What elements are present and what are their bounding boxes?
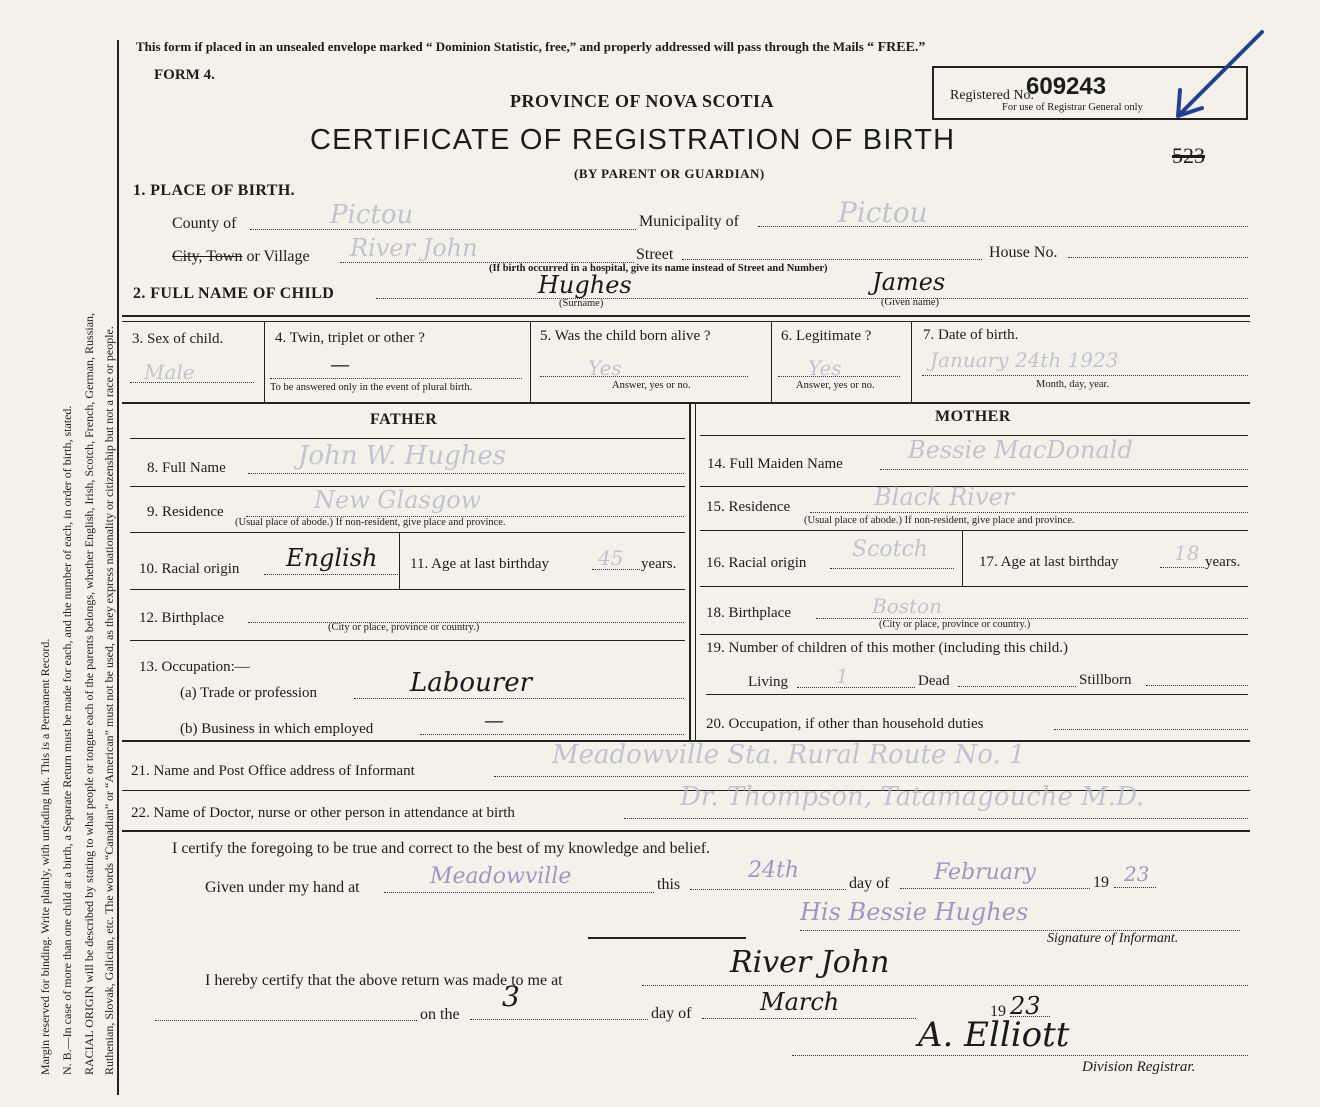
mother-residence-note: (Usual place of abode.) If non-resident, give place and province.	[804, 515, 1075, 526]
twin-value: —	[330, 352, 350, 376]
attendant-label: 22. Name of Doctor, nurse or other person in attendance at birth	[131, 805, 515, 821]
city-value: River John	[350, 234, 478, 262]
margin-note-nationality: Ruthenian, Slovak, Galician, etc. The words “Canadian” or “American” must not be used, as they express nationality or citizenship but not a race or people.	[102, 326, 116, 1075]
given-place-value: Meadowville	[430, 864, 572, 889]
mother-birthplace-value: Boston	[872, 594, 942, 618]
mother-birthplace-label: 18. Birthplace	[706, 605, 791, 621]
registrar-day-of-label: day of	[651, 1005, 692, 1022]
municipality-value: Pictou	[838, 196, 928, 229]
living-label: Living	[748, 674, 788, 690]
father-occupation-label: 13. Occupation:—	[139, 659, 250, 675]
mother-birthplace-note: (City or place, province or country.)	[879, 619, 1031, 630]
mother-name-value: Bessie MacDonald	[908, 436, 1133, 464]
day-of-label: day of	[849, 875, 890, 892]
child-name-label: 2. FULL NAME OF CHILD	[133, 285, 335, 302]
father-racial-value: English	[286, 544, 378, 572]
alive-label: 5. Was the child born alive ?	[540, 328, 711, 344]
mother-residence-value: Black River	[874, 483, 1015, 511]
registrar-general-note: For use of Registrar General only	[1002, 102, 1143, 113]
registrar-year-value: 23	[1010, 992, 1041, 1020]
registrar-day-value: 3	[502, 980, 520, 1013]
father-birthplace-label: 12. Birthplace	[139, 610, 224, 626]
province-heading: PROVINCE OF NOVA SCOTIA	[510, 91, 775, 111]
street-label: Street	[636, 246, 674, 263]
place-of-birth-heading: 1. PLACE OF BIRTH.	[133, 182, 296, 199]
mother-occupation-label: 20. Occupation, if other than household duties	[706, 716, 984, 732]
form-number: FORM 4.	[154, 67, 215, 83]
county-value: Pictou	[330, 200, 414, 230]
date-of-birth-label: 7. Date of birth.	[923, 327, 1019, 343]
legitimate-value: Yes	[808, 356, 842, 380]
father-name-value: John W. Hughes	[298, 441, 507, 471]
father-age-unit: years.	[641, 556, 677, 572]
registrar-year-prefix: 19	[990, 1003, 1006, 1020]
father-trade-value: Labourer	[410, 668, 533, 698]
margin-note-binding: Margin reserved for binding. Write plainly, with unfading ink. This is a Permanent Record.	[38, 638, 52, 1075]
mother-name-label: 14. Full Maiden Name	[707, 456, 843, 472]
father-business-label: (b) Business in which employed	[180, 721, 374, 737]
twin-note: To be answered only in the event of plural birth.	[270, 382, 473, 393]
father-residence-label: 9. Residence	[147, 504, 224, 520]
certification-year-value: 23	[1124, 862, 1150, 886]
sex-label: 3. Sex of child.	[132, 331, 224, 347]
father-racial-label: 10. Racial origin	[139, 561, 240, 577]
legitimate-label: 6. Legitimate ?	[781, 328, 872, 344]
father-heading: FATHER	[370, 411, 438, 428]
county-label: County of	[172, 215, 237, 232]
registrar-signature: A. Elliott	[918, 1015, 1070, 1055]
child-surname: Hughes	[538, 271, 632, 299]
registration-number: 609243	[1026, 73, 1107, 100]
mother-racial-label: 16. Racial origin	[706, 555, 807, 571]
stillborn-label: Stillborn	[1079, 672, 1132, 688]
given-under-label: Given under my hand at	[205, 879, 360, 896]
living-value: 1	[836, 664, 849, 688]
child-given-name: James	[872, 268, 946, 296]
registrar-month-value: March	[760, 988, 840, 1016]
informant-value: Meadowville Sta. Rural Route No. 1	[552, 740, 1026, 770]
attendant-value: Dr. Thompson, Tatamagouche M.D.	[680, 782, 1145, 812]
twin-label: 4. Twin, triplet or other ?	[275, 330, 425, 346]
father-business-value: —	[484, 708, 504, 732]
hospital-note: (If birth occurred in a hospital, give its name instead of Street and Number)	[489, 263, 828, 274]
surname-caption: (Surname)	[559, 298, 604, 309]
page-title: CERTIFICATE OF REGISTRATION OF BIRTH	[310, 124, 956, 156]
date-of-birth-note: Month, day, year.	[1036, 379, 1110, 390]
registrar-statement: I hereby certify that the above return was made to me at	[205, 972, 563, 989]
page-subtitle: (BY PARENT OR GUARDIAN)	[574, 166, 765, 181]
father-residence-value: New Glasgow	[314, 486, 482, 514]
informant-signature: His Bessie Hughes	[800, 898, 1029, 926]
on-the-label: on the	[420, 1006, 460, 1023]
blue-pen-mark	[1160, 28, 1270, 128]
informant-signature-caption: Signature of Informant.	[1047, 931, 1179, 946]
city-label: City, Town or Village	[172, 248, 310, 265]
mailing-notice: This form if placed in an unsealed envelope marked “ Dominion Statistic, free,” and properly addressed will pass through the Mails “ FREE.”	[136, 39, 926, 55]
mother-age-label: 17. Age at last birthday	[979, 554, 1119, 570]
alive-note: Answer, yes or no.	[612, 380, 691, 391]
sex-value: Male	[144, 360, 195, 384]
corner-stamp: 523	[1172, 143, 1205, 168]
father-age-value: 45	[598, 546, 624, 570]
certification-day-value: 24th	[748, 858, 800, 883]
father-residence-note: (Usual place of abode.) If non-resident, give place and province.	[235, 517, 506, 528]
mother-residence-label: 15. Residence	[706, 499, 791, 515]
father-birthplace-note: (City or place, province or country.)	[328, 622, 480, 633]
certification-month-value: February	[934, 860, 1036, 885]
mother-age-unit: years.	[1205, 554, 1241, 570]
registered-no-label: Registered No.	[950, 88, 1034, 103]
this-label: this	[657, 876, 681, 893]
given-name-caption: (Given name)	[881, 297, 940, 308]
father-name-label: 8. Full Name	[147, 460, 226, 476]
dead-label: Dead	[918, 673, 950, 689]
legitimate-note: Answer, yes or no.	[796, 380, 875, 391]
margin-note-multiple-births: N. B.—In case of more than one child at a birth, a Separate Return must be made for each, and the number of each, in order of birth, stated.	[60, 405, 74, 1075]
alive-value: Yes	[588, 356, 622, 380]
date-of-birth-value: January 24th 1923	[930, 348, 1119, 372]
mother-age-value: 18	[1174, 541, 1200, 565]
certification-statement: I certify the foregoing to be true and correct to the best of my knowledge and belief.	[172, 840, 711, 857]
house-no-label: House No.	[989, 244, 1058, 261]
father-trade-label: (a) Trade or profession	[180, 685, 318, 701]
certification-year-prefix: 19	[1093, 874, 1109, 891]
father-age-label: 11. Age at last birthday	[410, 556, 549, 572]
division-registrar-caption: Division Registrar.	[1082, 1059, 1196, 1075]
municipality-label: Municipality of	[639, 213, 739, 230]
registrar-place: River John	[730, 945, 890, 980]
margin-border	[117, 40, 119, 1095]
margin-note-racial-origin: RACIAL ORIGIN will be described by stating to what people or tongue each of the parents belongs, whether English, Irish, Scotch, French, German, Russian,	[82, 312, 96, 1075]
mother-children-label: 19. Number of children of this mother (including this child.)	[706, 640, 1069, 656]
informant-label: 21. Name and Post Office address of Informant	[131, 763, 415, 779]
mother-heading: MOTHER	[935, 408, 1011, 425]
mother-racial-value: Scotch	[852, 537, 928, 562]
